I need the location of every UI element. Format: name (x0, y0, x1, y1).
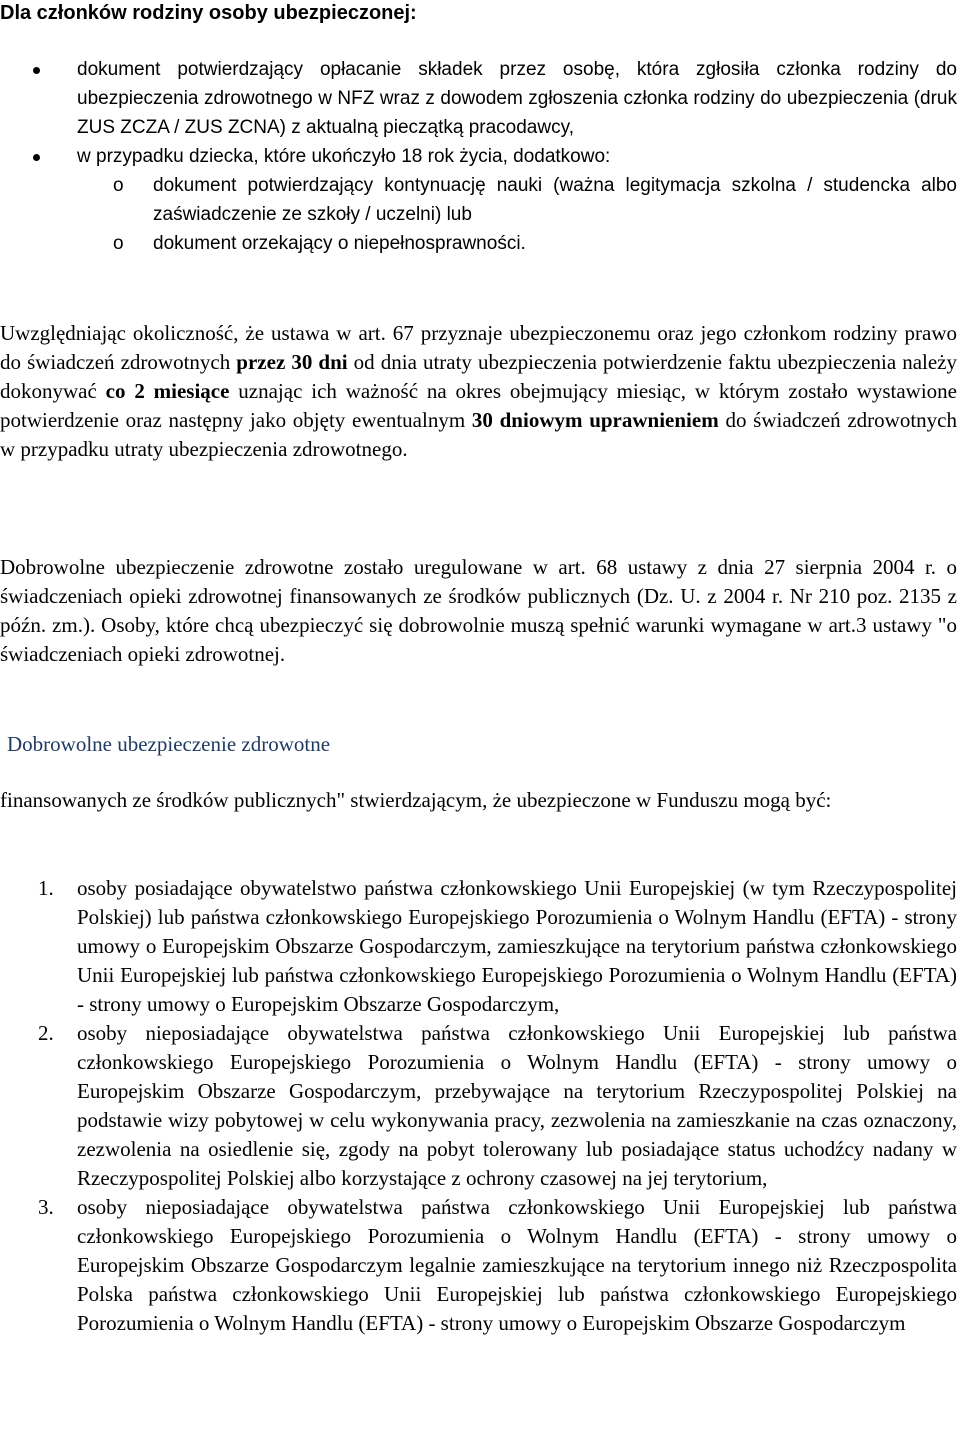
numbered-item (0, 874, 957, 1019)
item-text: osoby posiadające obywatelstwo państwa członkowskiego Unii Europejskiej (w tym Rzeczypospolitej Polskiej) lub państwa członkowskiego Europejskiego Porozumienia o Wolnym Handlu (EFTA) - strony umowy o Europejskim Obszarze Gospodarczym, zamieszkujące na terytorium państwa członkowskiego Unii Europejskiej lub państwa członkowskiego Europejskiego Porozumienia o Wolnym Handlu (EFTA) - strony umowy o Europejskim Obszarze Gospodarczym, (77, 876, 957, 1016)
eligibility-intro-paragraph: finansowanych ze środków publicznych" stwierdzającym, że ubezpieczone w Funduszu mogą być: (0, 788, 832, 812)
item-number: 2. (38, 1021, 54, 1045)
sub-bullet-marker: o (113, 175, 124, 196)
page-heading: Dla członków rodziny osoby ubezpieczonej: (0, 2, 417, 24)
sub-list-item (0, 171, 957, 229)
sub-list-item (0, 229, 957, 258)
sub-item-text: dokument potwierdzający kontynuację nauki (ważna legitymacja szkolna / studencka albo zaświadczenie ze szkoły / uczelni) lub (153, 175, 957, 225)
bullet-list (0, 55, 957, 258)
item-number: 1. (38, 876, 54, 900)
para-text: Uwzględniając okoliczność, że ustawa w art. 67 przyznaje ubezpieczonemu oraz jego członkom rodziny prawo do świadczeń zdrowotnych (0, 321, 957, 374)
sub-item-text: dokument orzekający o niepełnosprawności. (153, 233, 526, 254)
para-bold-text: 30 dniowym uprawnieniem (471, 408, 719, 432)
numbered-list (0, 874, 957, 1338)
bullet-dot-icon (33, 67, 40, 74)
voluntary-insurance-paragraph: Dobrowolne ubezpieczenie zdrowotne zostało uregulowane w art. 68 ustawy z dnia 27 sierpnia 2004 r. o świadczeniach opieki zdrowotnej finansowanych ze środków publicznych (Dz. U. z 2004 r. Nr 210 poz. 2135 z późn. zm.). Osoby, które chcą ubezpieczyć się dobrowolnie muszą spełnić warunki wymagane w art.3 ustawy "o świadczeniach opieki zdrowotnej. (0, 555, 957, 666)
para-bold-text: co 2 miesiące (105, 379, 230, 403)
bullet-text: dokument potwierdzający opłacanie składek przez osobę, która zgłosiła członka rodziny do ubezpieczenia zdrowotnego w NFZ wraz z dowodem zgłoszenia członka rodziny do ubezpieczenia (druk ZUS ZCZA / ZUS ZCNA) z aktualną pieczątką pracodawcy, (77, 59, 957, 138)
bullet-item (0, 142, 957, 258)
sub-list (77, 171, 957, 258)
para-text: od dnia utraty ubezpieczenia potwierdzenie faktu ubezpieczenia należy dokonywać (0, 350, 957, 403)
numbered-item (0, 1193, 957, 1338)
numbered-item (0, 1019, 957, 1193)
bullet-dot-icon (33, 154, 40, 161)
bullet-text: w przypadku dziecka, które ukończyło 18 rok życia, dodatkowo: (77, 146, 611, 167)
para-text: do świadczeń zdrowotnych w przypadku utraty ubezpieczenia zdrowotnego. (0, 408, 957, 461)
para-text: uznając ich ważność na okres obejmujący miesiąc, w którym zostało wystawione potwierdzenie oraz następny jako objęty ewentualnym (0, 379, 958, 432)
section-title: Dobrowolne ubezpieczenie zdrowotne (7, 732, 331, 756)
bullet-item (0, 55, 957, 142)
sub-bullet-marker: o (113, 233, 124, 254)
para-bold-text: przez 30 dni (236, 350, 348, 374)
item-text: osoby nieposiadające obywatelstwa państwa członkowskiego Unii Europejskiej lub państwa członkowskiego Europejskiego Porozumienia o Wolnym Handlu (EFTA) - strony umowy o Europejskim Obszarze Gospodarczym, przebywające na terytorium Rzeczypospolitej Polskiej na podstawie wizy pobytowej w celu wykonywania pracy, zezwolenia na zamieszkanie na czas oznaczony, zezwolenia na osiedlenie się, zgody na pobyt tolerowany lub posiadające status uchodźcy nadany w Rzeczypospolitej Polskiej albo korzystające z ochrony czasowej na jej terytorium, (77, 1021, 957, 1190)
item-text: osoby nieposiadające obywatelstwa państwa członkowskiego Unii Europejskiej lub państwa członkowskiego Europejskiego Porozumienia o Wolnym Handlu (EFTA) - strony umowy o Europejskim Obszarze Gospodarczym legalnie zamieszkujące na terytorium innego niż Rzeczpospolita Polska państwa członkowskiego Unii Europejskiej lub państwa członkowskiego Europejskiego Porozumienia o Wolnym Handlu (EFTA) - strony umowy o Europejskim Obszarze Gospodarczym (77, 1195, 957, 1335)
article-67-paragraph (0, 319, 957, 464)
item-number: 3. (38, 1195, 54, 1219)
